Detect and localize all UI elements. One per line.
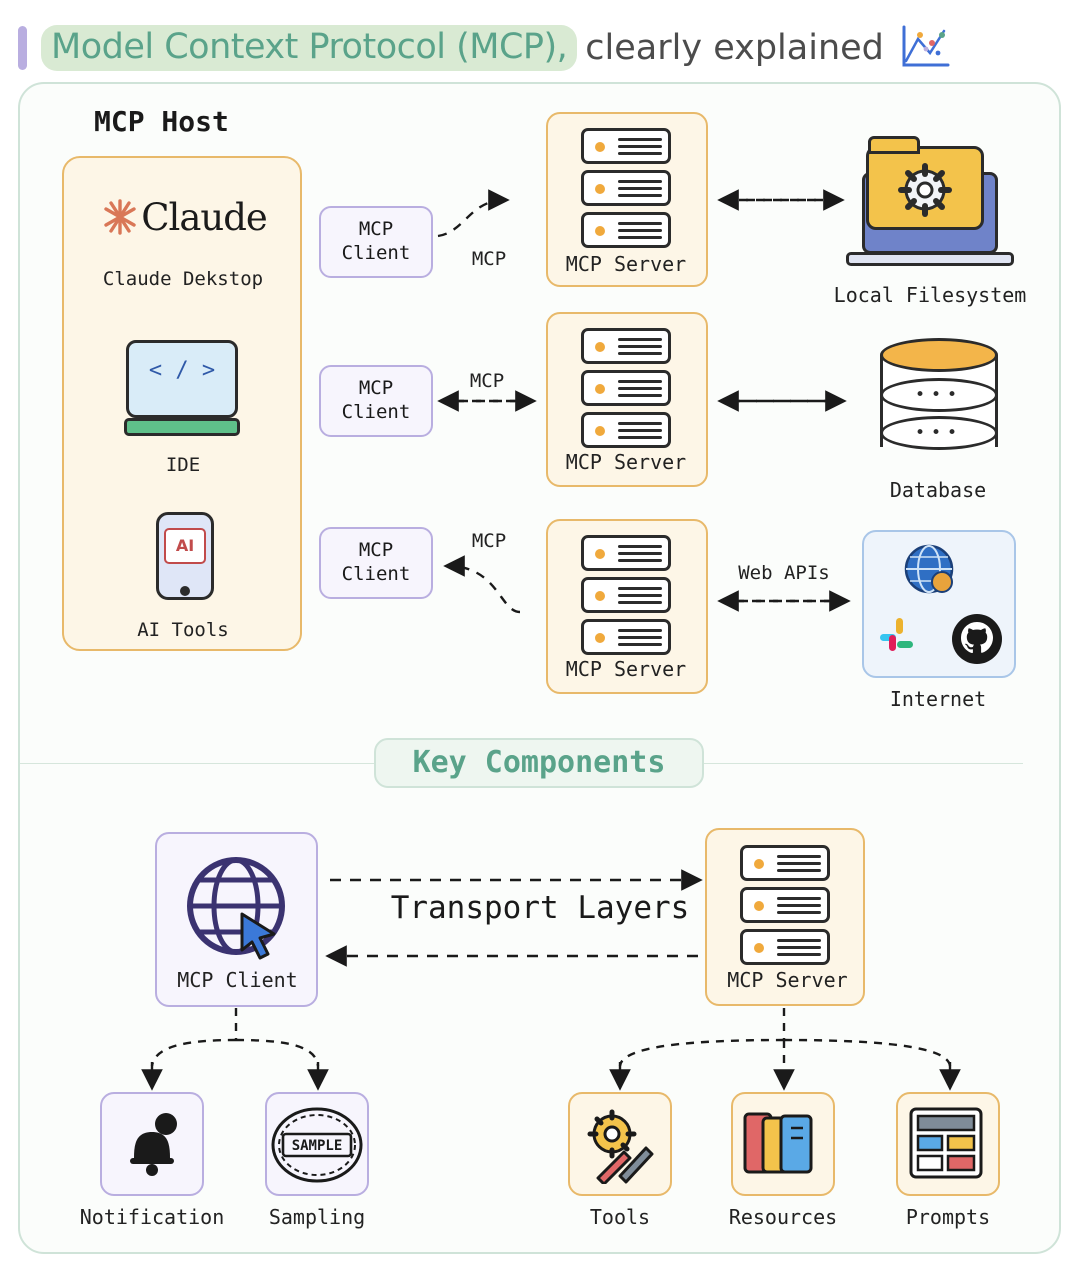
server-rack-unit bbox=[740, 845, 830, 881]
mcp-client-box-1 bbox=[319, 206, 433, 278]
ai-phone-screen: AI bbox=[164, 528, 206, 564]
mcp-server-label-1: MCP Server bbox=[565, 252, 687, 276]
db-dots-1: ••• bbox=[914, 385, 964, 405]
mcp-client-box-3 bbox=[319, 527, 433, 599]
claude-desktop-label: Claude Dekstop bbox=[102, 268, 264, 290]
rack-led bbox=[595, 184, 605, 194]
protocol-label-3: MCP bbox=[471, 530, 507, 552]
title-highlight: Model Context Protocol (MCP), bbox=[41, 25, 577, 71]
folder-tab bbox=[868, 136, 920, 154]
rack-led bbox=[595, 142, 605, 152]
server-rack-unit bbox=[581, 328, 671, 364]
github-icon bbox=[948, 610, 1006, 668]
kc-mcp-server-label: MCP Server bbox=[727, 968, 848, 992]
rack-bars bbox=[618, 380, 662, 396]
ide-label: IDE bbox=[165, 454, 201, 476]
local-filesystem-label: Local Filesystem bbox=[833, 283, 1027, 307]
rack-led bbox=[595, 342, 605, 352]
protocol-label-2: MCP bbox=[469, 370, 505, 392]
rack-led bbox=[595, 633, 605, 643]
rack-led bbox=[595, 591, 605, 601]
mcp-server-label-3: MCP Server bbox=[565, 657, 687, 681]
rack-led bbox=[595, 226, 605, 236]
rack-bars bbox=[618, 587, 662, 603]
mcp-client-line2: Client bbox=[341, 562, 411, 585]
rack-bars bbox=[618, 222, 662, 238]
server-rack-unit bbox=[581, 128, 671, 164]
claude-asterisk-icon bbox=[99, 196, 141, 238]
resources-label: Resources bbox=[728, 1205, 838, 1229]
server-rack-unit bbox=[581, 412, 671, 448]
server-rack-unit bbox=[581, 212, 671, 248]
ai-tools-label: AI Tools bbox=[137, 619, 229, 641]
globe-cursor-icon bbox=[176, 848, 296, 968]
server-rack-unit bbox=[740, 887, 830, 923]
rack-led bbox=[754, 901, 764, 911]
db-top bbox=[880, 338, 998, 372]
slack-icon bbox=[872, 610, 928, 666]
rack-bars bbox=[618, 138, 662, 154]
rack-led bbox=[754, 943, 764, 953]
rack-bars bbox=[618, 629, 662, 645]
claude-logo bbox=[78, 190, 288, 244]
gear-icon bbox=[895, 160, 955, 220]
rack-bars bbox=[777, 939, 821, 955]
page-title bbox=[18, 20, 1063, 75]
key-components-title: Key Components bbox=[374, 738, 704, 788]
database-cylinder-icon bbox=[880, 338, 998, 468]
server-rack-unit bbox=[581, 619, 671, 655]
globe-icon bbox=[900, 540, 958, 598]
mcp-host-title: MCP Host bbox=[94, 105, 229, 138]
rack-led bbox=[595, 426, 605, 436]
mcp-client-box-2 bbox=[319, 365, 433, 437]
title-accent-bar bbox=[18, 26, 27, 70]
gear-wrench-icon bbox=[580, 1104, 660, 1184]
rack-bars bbox=[777, 855, 821, 871]
chart-doodle-icon bbox=[896, 23, 952, 73]
notification-label: Notification bbox=[79, 1205, 225, 1229]
server-rack-unit bbox=[581, 535, 671, 571]
sample-stamp-icon bbox=[267, 1102, 367, 1188]
rack-bars bbox=[777, 897, 821, 913]
laptop-base bbox=[846, 252, 1014, 266]
mcp-client-line1: MCP bbox=[358, 539, 394, 561]
prompts-label: Prompts bbox=[905, 1205, 991, 1229]
layout-template-icon bbox=[906, 1104, 986, 1182]
database-label: Database bbox=[889, 478, 987, 502]
mcp-client-line2: Client bbox=[341, 241, 411, 264]
server-rack-unit bbox=[740, 929, 830, 965]
server-rack-unit bbox=[581, 170, 671, 206]
protocol-label-1: MCP bbox=[471, 248, 507, 270]
rack-bars bbox=[618, 545, 662, 561]
title-rest: clearly explained bbox=[585, 27, 884, 68]
bell-icon bbox=[114, 1106, 190, 1182]
web-apis-label: Web APIs bbox=[738, 562, 830, 584]
mcp-server-label-2: MCP Server bbox=[565, 450, 687, 474]
mcp-client-line1: MCP bbox=[358, 218, 394, 240]
mcp-client-line1: MCP bbox=[358, 377, 394, 399]
rack-led bbox=[595, 384, 605, 394]
rack-bars bbox=[618, 422, 662, 438]
internet-label: Internet bbox=[889, 687, 987, 711]
ide-monitor-stand bbox=[124, 418, 240, 436]
rack-led bbox=[754, 859, 764, 869]
db-dots-2: ••• bbox=[914, 423, 964, 443]
ai-phone-home-button bbox=[180, 586, 190, 596]
claude-wordmark: Claude bbox=[141, 195, 267, 239]
transport-layers-label: Transport Layers bbox=[390, 890, 690, 926]
svg-text:SAMPLE: SAMPLE bbox=[291, 1138, 343, 1154]
ide-code-glyph: < / > bbox=[148, 358, 216, 383]
rack-led bbox=[595, 549, 605, 559]
kc-mcp-client-label: MCP Client bbox=[177, 968, 298, 992]
server-rack-unit bbox=[581, 577, 671, 613]
server-rack-unit bbox=[581, 370, 671, 406]
rack-bars bbox=[618, 180, 662, 196]
mcp-client-line2: Client bbox=[341, 400, 411, 423]
folders-icon bbox=[741, 1104, 823, 1182]
rack-bars bbox=[618, 338, 662, 354]
tools-label: Tools bbox=[589, 1205, 651, 1229]
sampling-label: Sampling bbox=[268, 1205, 366, 1229]
